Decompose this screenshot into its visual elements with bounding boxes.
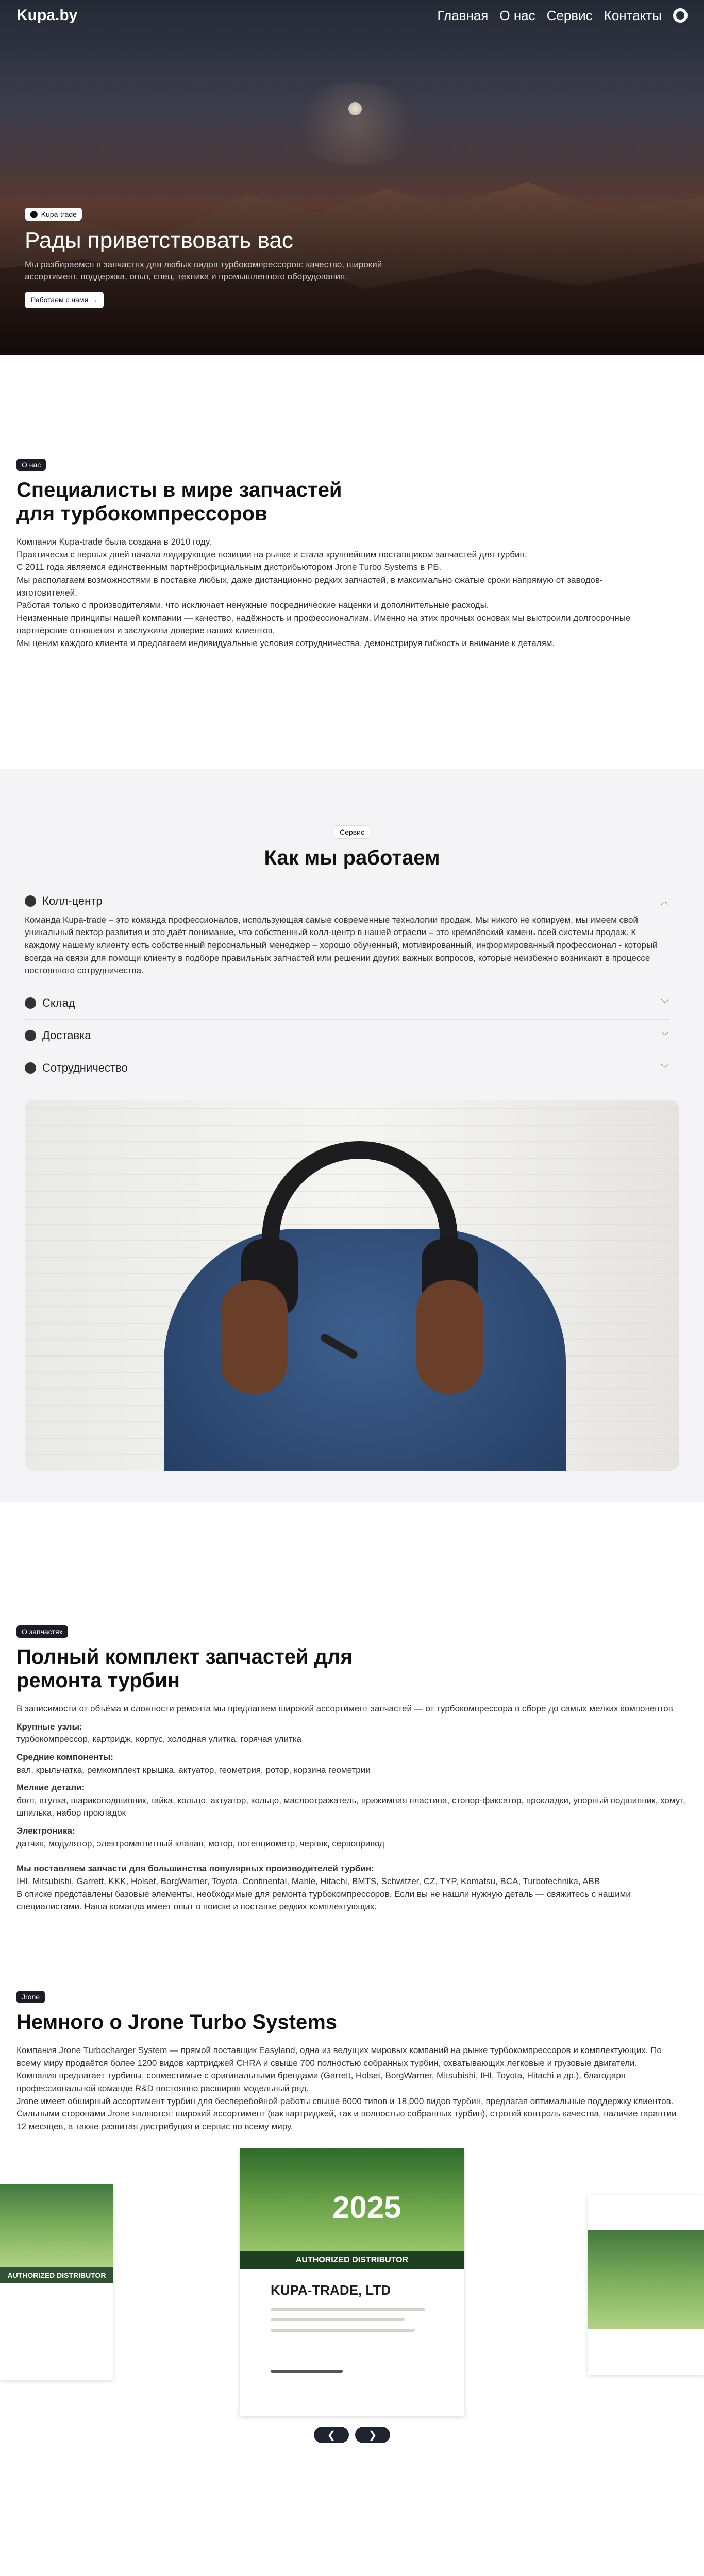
hero-section xyxy=(0,0,704,355)
about-text xyxy=(16,536,656,650)
parts-intro: В зависимости от объёма и сложности ремонта мы предлагаем широкий ассортимент запчастей — от турбокомпрессора в сборе до самых мелких компонентов xyxy=(16,1703,673,1714)
carousel-prev-button[interactable]: ❮ xyxy=(314,2427,349,2443)
tag-icon: ⬤ xyxy=(30,210,38,218)
jrone-paragraph: Компания предлагает турбины, совместимые с оригинальными брендами (Garrett, Holset, BorgWarner, Mitsubishi, IHI, Toyota, Hitachi и др.), благодаря профессиональной команде R&D постоянно расширяя модельный ряд. xyxy=(16,2071,626,2093)
parts-section xyxy=(0,1502,704,1913)
hero-glow xyxy=(289,82,423,165)
service-accordion xyxy=(25,885,669,1084)
brands-title: Мы поставляем запчасти для большинства популярных производителей турбин: xyxy=(16,1863,374,1874)
nav-contacts[interactable]: Контакты xyxy=(604,7,662,23)
hero-content xyxy=(25,208,416,308)
chevron-down-icon[interactable]: ﹀ xyxy=(660,1032,669,1041)
certificate-company: KUPA-TRADE, LTD xyxy=(271,2282,391,2298)
certificate-caption: AUTHORIZED DISTRIBUTOR xyxy=(240,2251,464,2269)
work-with-us-button[interactable]: Работаем с нами → xyxy=(25,292,104,308)
moon-image xyxy=(348,102,362,115)
about-title-line1: Специалисты в мире запчастей xyxy=(16,479,342,501)
about-paragraph: Мы ценим каждого клиента и предлагаем индивидуальные условия сотрудничества, демонстрируя гибкость и внимание к деталям. xyxy=(16,638,555,649)
about-badge: О нас xyxy=(16,459,46,471)
accordion-title: Колл-центр xyxy=(42,894,103,907)
industrial-section xyxy=(0,2443,704,2576)
accordion-title: Сотрудничество xyxy=(42,1061,128,1074)
service-badge: Сервис xyxy=(334,825,370,839)
parts-group-name: Мелкие детали: xyxy=(16,1783,85,1793)
parts-text xyxy=(16,1703,688,1913)
about-paragraph: Мы располагаем возможностями в поставке любых, даже дистанционно редких запчастей, в максимально сжатые сроки напрямую от заводов-изготовителей. xyxy=(16,574,603,598)
certificate-caption: AUTHORIZED DISTRIBUTOR xyxy=(0,2267,113,2283)
accordion-item-delivery[interactable] xyxy=(25,1020,669,1052)
nav-about[interactable]: О нас xyxy=(499,7,535,23)
brands-list: IHI, Mitsubishi, Garrett, KKK, Holset, BorgWarner, Toyota, Continental, Mahle, Hitachi, BMTS, Schwitzer, CZ, TYP, Komatsu, BCA, Turbotechnika, ABB xyxy=(16,1876,600,1887)
phone-icon xyxy=(25,895,36,907)
parts-group-text: датчик, модулятор, электромагнитный клапан, мотор, потенциометр, червяк, сервопривод xyxy=(16,1838,385,1849)
accordion-item-callcenter[interactable] xyxy=(25,885,669,987)
about-paragraph: Неизменные принципы нашей компании — качество, надёжность и профессионализм. Именно на этих прочных основах мы выстроили долгосрочные партнёрские отношения и заслужили доверие наших клиентов. xyxy=(16,613,631,636)
jrone-text xyxy=(16,2044,688,2133)
parts-group-name: Крупные узлы: xyxy=(16,1721,82,1732)
jrone-section xyxy=(0,1913,704,2443)
cert-line xyxy=(271,2329,415,2332)
jrone-paragraph: Jrone имеет обширный ассортимент турбин для бесперебойной работы свыше 6000 типов и 18,000 видов турбин, предлагая оптимальные поддержку клиентов. xyxy=(16,2096,674,2106)
parts-title-line1: Полный комплект запчастей для xyxy=(16,1645,353,1668)
certificate-carousel xyxy=(0,2148,704,2437)
parts-badge: О запчастях xyxy=(16,1625,68,1638)
parts-group-text: болт, втулка, шарикоподшипник, гайка, кольцо, актуатор, кольцо, маслоотражатель, прижимная пластина, стопор-фиксатор, прокладки, упорный подшипник, хомут, шпилька, набор прокладок xyxy=(16,1795,685,1818)
jrone-paragraph: Сильными сторонами Jrone являются: широкий ассортимент (как картриджей, так и полностью собранных турбин), строгий контроль качества, наличие гарантии 12 месяцев, а также развитая дистрибуция и сервис по всему миру. xyxy=(16,2109,677,2131)
parts-title-line2: ремонта турбин xyxy=(16,1669,180,1692)
chevron-down-icon[interactable]: ﹀ xyxy=(660,1064,669,1074)
accordion-item-cooperation[interactable] xyxy=(25,1052,669,1084)
about-paragraph: Компания Kupa-trade была создана в 2010 году. xyxy=(16,537,212,547)
accordion-title: Доставка xyxy=(42,1028,91,1042)
about-title-line2: для турбокомпрессоров xyxy=(16,502,267,525)
site-logo[interactable]: Kupa.by xyxy=(16,7,78,24)
parts-title xyxy=(16,1645,688,1692)
about-paragraph: Практически с первых дней начала лидирующие позиции на рынке и стала крупнейшим поставщиком запчастей для турбин. xyxy=(16,549,527,560)
jrone-paragraph: Компания Jrone Turbocharger System — прямой поставщик Easyland, одна из ведущих мировых компаний на рынке турбокомпрессоров и комплектующих. По всему миру продаётся более 1200 видов картриджей CHRA и свыше 700 полностью собранных турбин, охватывающих легковые и грузовые двигатели. xyxy=(16,2045,662,2068)
settings-gear-icon[interactable] xyxy=(673,8,688,23)
parts-outro: В списке представлены базовые элементы, необходимые для ремонта турбокомпрессоров. Если вы не нашли нужную деталь — свяжитесь с нашими специалистами. Наша команда имеет опыт в поиске и поставке редких комплектующих. xyxy=(16,1889,631,1912)
nav-home[interactable]: Главная xyxy=(437,7,489,23)
parts-group-text: вал, крыльчатка, ремкомплект крышка, актуатор, геометрия, ротор, корзина геометрии xyxy=(16,1765,371,1775)
certificate-prev[interactable] xyxy=(0,2184,113,2380)
cert-signature xyxy=(271,2370,343,2373)
parts-group-name: Средние компоненты: xyxy=(16,1752,113,1762)
hero-title: Рады приветствовать вас xyxy=(25,228,293,253)
truck-icon xyxy=(25,1030,36,1041)
chevron-down-icon[interactable]: ﹀ xyxy=(660,999,669,1009)
chevron-up-icon[interactable]: ︿ xyxy=(660,897,669,907)
parts-group-name: Электроника: xyxy=(16,1826,75,1836)
accordion-title: Склад xyxy=(42,996,75,1009)
accordion-item-warehouse[interactable] xyxy=(25,987,669,1020)
certificate-main[interactable] xyxy=(240,2148,464,2416)
jrone-badge: Jrone xyxy=(16,1991,45,2003)
about-section xyxy=(0,355,704,650)
hero-text: Мы разбираемся в запчастях для любых видов турбокомпрессоров: качество, широкий ассортимент, поддержка, опыт, спец. техника и промышленного оборудования. xyxy=(25,259,382,281)
cert-line xyxy=(271,2308,425,2311)
cert-line xyxy=(271,2318,405,2321)
about-paragraph: С 2011 года являемся единственным партнёрофициальным дистрибьютором Jrone Turbo Systems в РБ. xyxy=(16,562,442,572)
certificate-year: 2025 xyxy=(332,2190,401,2225)
how-title: Как мы работаем xyxy=(264,846,440,869)
warehouse-icon xyxy=(25,997,36,1009)
parts-group-text: турбокомпрессор, картридж, корпус, холодная улитка, горячая улитка xyxy=(16,1734,302,1744)
headset-photo xyxy=(25,1100,679,1471)
jrone-title: Немного о Jrone Turbo Systems xyxy=(16,2010,338,2033)
nav-service[interactable]: Сервис xyxy=(546,7,593,23)
hero-badge-label: Kupa-trade xyxy=(41,210,77,218)
about-title xyxy=(16,478,656,526)
how-we-work-section xyxy=(0,769,704,1502)
hero-badge xyxy=(25,208,82,221)
top-navbar xyxy=(0,0,704,31)
handshake-icon xyxy=(25,1062,36,1074)
about-paragraph: Работая только с производителями, что исключает ненужные посреднические наценки и дополнительные расходы. xyxy=(16,600,489,611)
main-nav xyxy=(437,8,688,24)
accordion-body: Команда Kupa-trade – это команда профессионалов, использующая самые современные технологии продаж. Мы никого не копируем, мы имеем свой уникальный вектор развития и это даёт понимание, что собственный колл-центр в нашей отрасли – это кремлёвский камень всей системы продаж. К каждому нашему клиенту есть собственный персональный менеджер – хорошо обученный, мотивированный, информированный профессионал - который всегда на связи для помощи клиенту в подборе правильных запчастей или решении других важных вопросов, которые неизбежно возникают в процессе постоянного сотрудничества. xyxy=(25,914,658,976)
certificate-next[interactable] xyxy=(588,2195,704,2375)
carousel-next-button[interactable]: ❯ xyxy=(355,2427,390,2443)
